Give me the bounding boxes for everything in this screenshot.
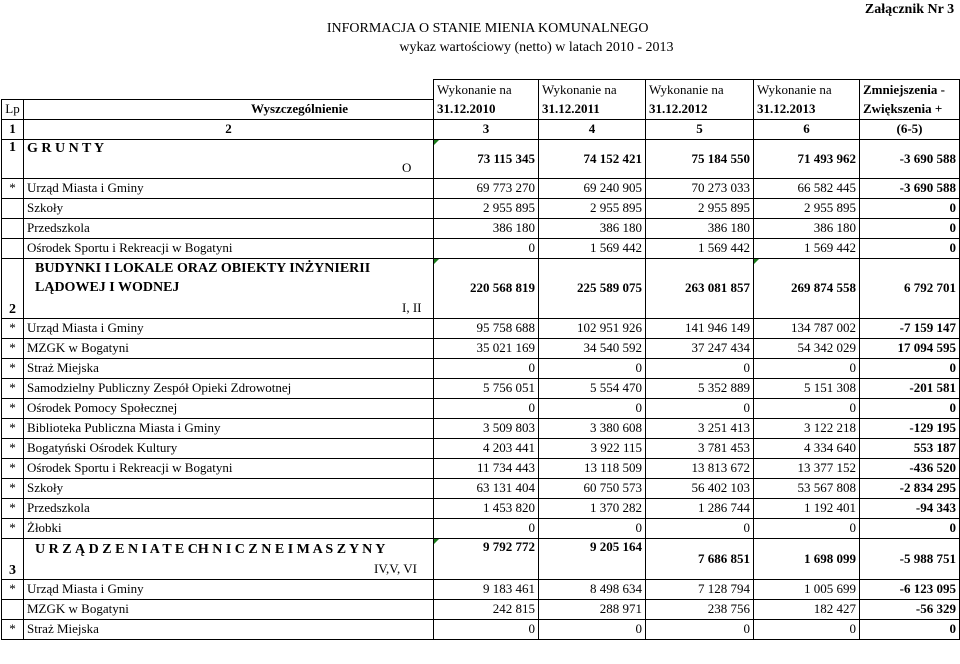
cell-2010: 386 180 <box>434 218 539 238</box>
cell-2013: 182 427 <box>754 599 860 619</box>
cell-2012: 3 781 453 <box>646 438 754 458</box>
table-row <box>2 478 960 498</box>
row-name: Urząd Miasta i Gminy <box>24 579 434 599</box>
section-1-title: G R U N T Y <box>27 140 105 156</box>
row-name: Przedszkola <box>24 498 434 518</box>
row-mark: * <box>2 318 24 338</box>
cell-2010: 0 <box>434 518 539 538</box>
row-mark: * <box>2 579 24 599</box>
cell-2012: 5 352 889 <box>646 378 754 398</box>
cell-2010: 9 183 461 <box>434 579 539 599</box>
cell-2011: 1 569 442 <box>539 238 646 258</box>
table-row <box>2 418 960 438</box>
cell-2011: 13 118 509 <box>539 458 646 478</box>
section-3-title: U R Z Ą D Z E N I A T E CH N I C Z N E I M A S Z Y N Y <box>35 541 386 557</box>
cell-2011: 0 <box>539 398 646 418</box>
col-2010-label: Wykonanie na <box>434 80 539 100</box>
cell-2012: 2 955 895 <box>646 198 754 218</box>
num-3: 3 <box>434 119 539 139</box>
cell-2011: 1 370 282 <box>539 498 646 518</box>
section-2-v2011: 225 589 075 <box>539 258 646 318</box>
table-row <box>2 318 960 338</box>
row-name: Straż Miejska <box>24 358 434 378</box>
cell-2012: 1 286 744 <box>646 498 754 518</box>
cell-2013: 53 567 808 <box>754 478 860 498</box>
row-mark <box>2 218 24 238</box>
cell-2013: 5 151 308 <box>754 378 860 398</box>
col-2012-label: Wykonanie na <box>646 80 754 100</box>
col-2013-label: Wykonanie na <box>754 80 860 100</box>
cell-2010: 63 131 404 <box>434 478 539 498</box>
cell-2013: 0 <box>754 518 860 538</box>
cell-2010: 2 955 895 <box>434 198 539 218</box>
col-change-sub: Zwiększenia + <box>860 99 960 119</box>
report-subtitle: wykaz wartościowy (netto) w latach 2010 - 2013 <box>399 40 674 55</box>
cell-2011: 8 498 634 <box>539 579 646 599</box>
cell-2010: 5 756 051 <box>434 378 539 398</box>
section-1-lp: 1 <box>2 139 24 178</box>
table-row <box>2 358 960 378</box>
cell-2011: 2 955 895 <box>539 198 646 218</box>
row-mark: * <box>2 438 24 458</box>
section-3-v2010: 9 792 772 <box>434 538 539 579</box>
cell-2010: 95 758 688 <box>434 318 539 338</box>
table-row <box>2 338 960 358</box>
cell-2010: 1 453 820 <box>434 498 539 518</box>
section-3-v2011: 9 205 164 <box>539 538 646 579</box>
section-3-change: -5 988 751 <box>860 538 960 579</box>
cell-2013: 13 377 152 <box>754 458 860 478</box>
cell-2011: 5 554 470 <box>539 378 646 398</box>
section-3-code: IV,V, VI <box>374 560 417 576</box>
cell-2012: 0 <box>646 398 754 418</box>
row-mark: * <box>2 398 24 418</box>
table-row <box>2 398 960 418</box>
cell-2010: 0 <box>434 398 539 418</box>
cell-2013: 0 <box>754 358 860 378</box>
cell-2011: 288 971 <box>539 599 646 619</box>
cell-2013: 0 <box>754 619 860 639</box>
col-change-label: Zmniejszenia - <box>860 80 960 100</box>
cell-2013: 3 122 218 <box>754 418 860 438</box>
section-2-change: 6 792 701 <box>860 258 960 318</box>
row-mark <box>2 238 24 258</box>
cell-2010: 69 773 270 <box>434 178 539 198</box>
cell-2012: 141 946 149 <box>646 318 754 338</box>
table-row <box>2 518 960 538</box>
col-2011-label: Wykonanie na <box>539 80 646 100</box>
cell-2013: 1 569 442 <box>754 238 860 258</box>
cell-2013: 1 005 699 <box>754 579 860 599</box>
cell-2011: 34 540 592 <box>539 338 646 358</box>
section-3-v2013: 1 698 099 <box>754 538 860 579</box>
table-row <box>2 438 960 458</box>
col-2013-date: 31.12.2013 <box>754 99 860 119</box>
section-1-v2013: 71 493 962 <box>754 139 860 178</box>
cell-2010: 0 <box>434 238 539 258</box>
cell-2012: 3 251 413 <box>646 418 754 438</box>
row-name: Urząd Miasta i Gminy <box>24 178 434 198</box>
cell-change: -7 159 147 <box>860 318 960 338</box>
cell-2011: 60 750 573 <box>539 478 646 498</box>
row-mark <box>2 198 24 218</box>
table-row <box>2 178 960 198</box>
cell-change: -201 581 <box>860 378 960 398</box>
cell-change: 0 <box>860 218 960 238</box>
num-4: 4 <box>539 119 646 139</box>
cell-2013: 54 342 029 <box>754 338 860 358</box>
cell-2011: 0 <box>539 619 646 639</box>
row-mark: * <box>2 338 24 358</box>
num-7: (6-5) <box>860 119 960 139</box>
row-mark <box>2 599 24 619</box>
row-name: Samodzielny Publiczny Zespół Opieki Zdrowotnej <box>24 378 434 398</box>
num-5: 5 <box>646 119 754 139</box>
section-1-title-cell <box>24 139 434 178</box>
cell-2013: 134 787 002 <box>754 318 860 338</box>
row-mark: * <box>2 619 24 639</box>
cell-2012: 13 813 672 <box>646 458 754 478</box>
cell-change: -6 123 095 <box>860 579 960 599</box>
col-lp: Lp <box>2 99 24 119</box>
cell-2012: 56 402 103 <box>646 478 754 498</box>
section-2-title-line2: LĄDOWEJ I WODNEJ <box>35 279 180 295</box>
section-1-code: O <box>402 159 412 175</box>
cell-2010: 11 734 443 <box>434 458 539 478</box>
cell-change: 0 <box>860 398 960 418</box>
row-name: MZGK w Bogatyni <box>24 599 434 619</box>
cell-2012: 7 128 794 <box>646 579 754 599</box>
property-table <box>1 0 960 640</box>
cell-2013: 66 582 445 <box>754 178 860 198</box>
row-mark: * <box>2 518 24 538</box>
cell-2011: 69 240 905 <box>539 178 646 198</box>
section-1-v2011: 74 152 421 <box>539 139 646 178</box>
row-mark: * <box>2 498 24 518</box>
section-1-v2012: 75 184 550 <box>646 139 754 178</box>
table-row <box>2 378 960 398</box>
cell-2013: 2 955 895 <box>754 198 860 218</box>
section-2-title-line1: BUDYNKI I LOKALE ORAZ OBIEKTY INŻYNIERII <box>35 260 371 276</box>
cell-2013: 1 192 401 <box>754 498 860 518</box>
cell-2012: 0 <box>646 518 754 538</box>
cell-2013: 386 180 <box>754 218 860 238</box>
cell-2010: 0 <box>434 358 539 378</box>
section-3-v2012: 7 686 851 <box>646 538 754 579</box>
row-name: Biblioteka Publiczna Miasta i Gminy <box>24 418 434 438</box>
row-name: Bogatyński Ośrodek Kultury <box>24 438 434 458</box>
cell-change: -2 834 295 <box>860 478 960 498</box>
row-mark: * <box>2 378 24 398</box>
section-1-change: -3 690 588 <box>860 139 960 178</box>
cell-change: -3 690 588 <box>860 178 960 198</box>
col-2010-date: 31.12.2010 <box>434 99 539 119</box>
cell-2010: 242 815 <box>434 599 539 619</box>
table-row <box>2 218 960 238</box>
row-mark: * <box>2 178 24 198</box>
section-1-v2010: 73 115 345 <box>434 139 539 178</box>
section-2-title-cell <box>24 258 434 318</box>
row-mark: * <box>2 458 24 478</box>
cell-change: -129 195 <box>860 418 960 438</box>
section-2-lp: 2 <box>2 258 24 318</box>
cell-change: 553 187 <box>860 438 960 458</box>
cell-2013: 4 334 640 <box>754 438 860 458</box>
row-name: Szkoły <box>24 198 434 218</box>
num-1: 1 <box>2 119 24 139</box>
section-2-v2012: 263 081 857 <box>646 258 754 318</box>
col-2012-date: 31.12.2012 <box>646 99 754 119</box>
section-3-title-cell <box>24 538 434 579</box>
cell-2011: 0 <box>539 518 646 538</box>
cell-change: -94 343 <box>860 498 960 518</box>
row-name: Ośrodek Sportu i Rekreacji w Bogatyni <box>24 458 434 478</box>
cell-2010: 35 021 169 <box>434 338 539 358</box>
col-2011-date: 31.12.2011 <box>539 99 646 119</box>
cell-2012: 0 <box>646 619 754 639</box>
cell-change: 0 <box>860 619 960 639</box>
cell-2012: 386 180 <box>646 218 754 238</box>
annex-label: Załącznik Nr 3 <box>864 1 955 17</box>
cell-2013: 0 <box>754 398 860 418</box>
cell-2012: 70 273 033 <box>646 178 754 198</box>
row-mark: * <box>2 358 24 378</box>
row-name: Ośrodek Pomocy Społecznej <box>24 398 434 418</box>
table-row <box>2 458 960 478</box>
table-row <box>2 619 960 639</box>
section-2-code: I, II <box>402 299 422 315</box>
cell-2010: 0 <box>434 619 539 639</box>
table-row <box>2 498 960 518</box>
report-title: INFORMACJA O STANIE MIENIA KOMUNALNEGO <box>326 21 649 36</box>
row-name: MZGK w Bogatyni <box>24 338 434 358</box>
table-row <box>2 599 960 619</box>
cell-2011: 386 180 <box>539 218 646 238</box>
cell-2012: 1 569 442 <box>646 238 754 258</box>
cell-2010: 4 203 441 <box>434 438 539 458</box>
cell-change: 0 <box>860 198 960 218</box>
cell-2011: 0 <box>539 358 646 378</box>
cell-change: 0 <box>860 238 960 258</box>
cell-2011: 3 380 608 <box>539 418 646 438</box>
cell-change: -56 329 <box>860 599 960 619</box>
row-name: Ośrodek Sportu i Rekreacji w Bogatyni <box>24 238 434 258</box>
cell-change: -436 520 <box>860 458 960 478</box>
cell-change: 0 <box>860 518 960 538</box>
row-mark: * <box>2 478 24 498</box>
cell-2012: 0 <box>646 358 754 378</box>
section-3-lp: 3 <box>2 538 24 579</box>
row-name: Urząd Miasta i Gminy <box>24 318 434 338</box>
row-name: Szkoły <box>24 478 434 498</box>
cell-change: 0 <box>860 358 960 378</box>
cell-change: 17 094 595 <box>860 338 960 358</box>
num-2: 2 <box>24 119 434 139</box>
section-2-v2013: 269 874 558 <box>754 258 860 318</box>
table-row <box>2 198 960 218</box>
table-row <box>2 238 960 258</box>
cell-2010: 3 509 803 <box>434 418 539 438</box>
cell-2011: 102 951 926 <box>539 318 646 338</box>
col-name: Wyszczególnienie <box>24 99 434 119</box>
section-2-v2010: 220 568 819 <box>434 258 539 318</box>
row-name: Straż Miejska <box>24 619 434 639</box>
table-row <box>2 579 960 599</box>
cell-2012: 238 756 <box>646 599 754 619</box>
row-mark: * <box>2 418 24 438</box>
row-name: Przedszkola <box>24 218 434 238</box>
row-name: Żłobki <box>24 518 434 538</box>
cell-2011: 3 922 115 <box>539 438 646 458</box>
cell-2012: 37 247 434 <box>646 338 754 358</box>
num-6: 6 <box>754 119 860 139</box>
